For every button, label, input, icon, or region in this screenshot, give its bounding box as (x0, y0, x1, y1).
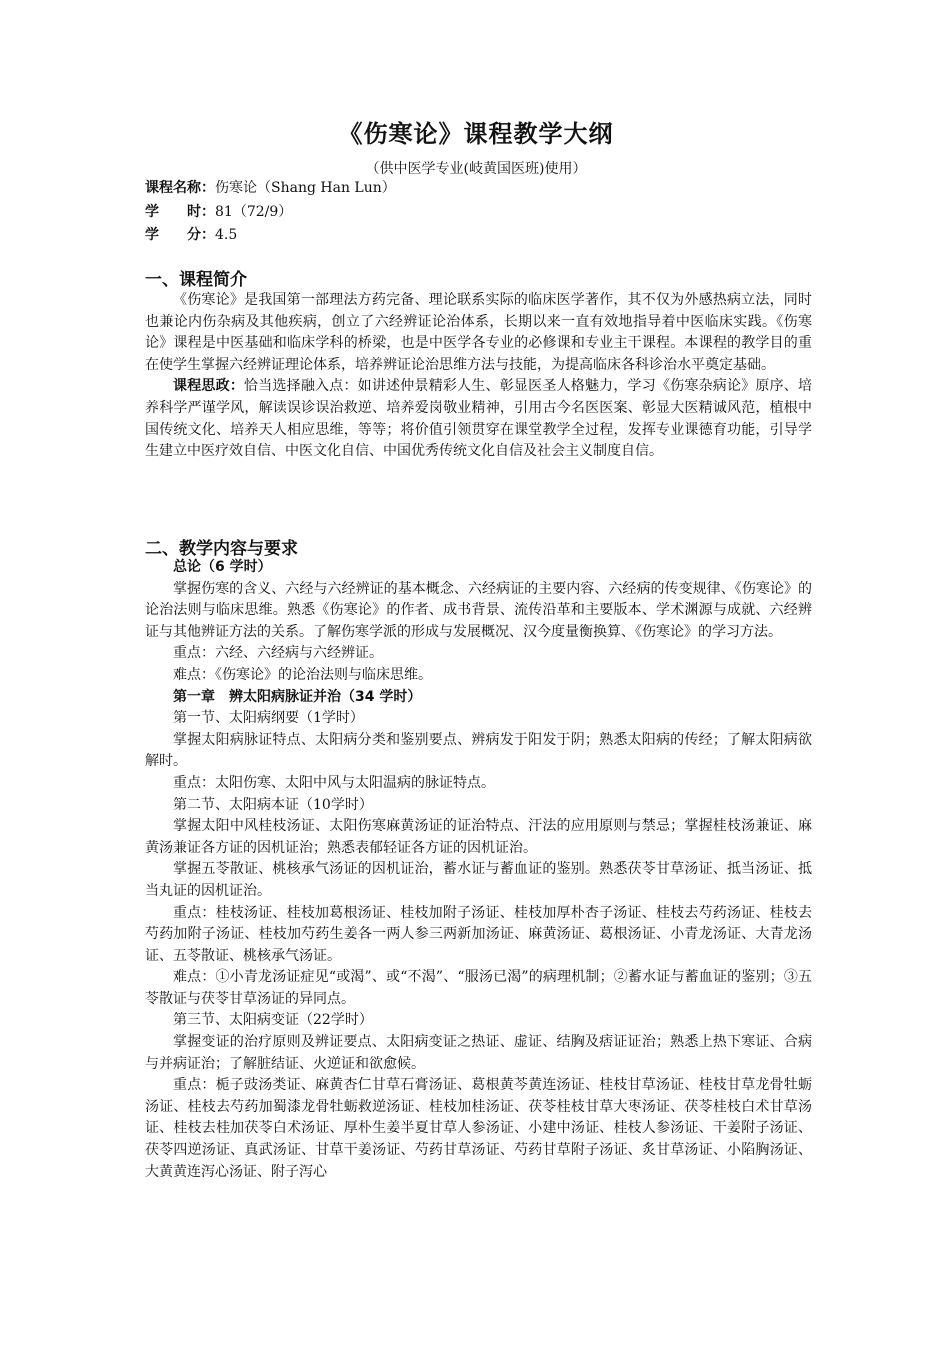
course-name-value: 伤寒论（Shang Han Lun） (215, 180, 396, 196)
section2-heading: 二、教学内容与要求 (145, 539, 298, 559)
section-3-key-points: 重点：栀子豉汤类证、麻黄杏仁甘草石膏汤证、葛根黄芩黄连汤证、桂枝甘草汤证、桂枝甘草龙骨牡蛎汤证、桂枝去芍药加蜀漆龙骨牡蛎救逆汤证、桂枝加桂汤证、茯苓桂枝甘草大枣汤证、茯苓桂枝白术甘草汤证、桂枝去桂加茯苓白术汤证、厚朴生姜半夏甘草人参汤证、小建中汤证、桂枝人参汤证、干姜附子汤证、茯苓四逆汤证、真武汤证、甘草干姜汤证、芍药甘草汤证、芍药甘草附子汤证、炙甘草汤证、小陷胸汤证、大黄黄连泻心汤证、附子泻心 (145, 1077, 812, 1180)
course-name-row (145, 178, 396, 198)
section-2-difficulties: 难点：①小青龙汤证症见“或渴”、或“不渴”、“服汤已渴”的病理机制；②蓄水证与蓄血证的鉴别；③五苓散证与茯苓甘草汤证的异同点。 (145, 969, 812, 1007)
section1-ideology-paragraph (145, 376, 812, 462)
section-2-key-points: 重点：桂枝汤证、桂枝加葛根汤证、桂枝加附子汤证、桂枝加厚朴杏子汤证、桂枝去芍药汤证、桂枝去芍药加附子汤证、桂枝加芍药生姜各一两人参三两新加汤证、麻黄汤证、葛根汤证、小青龙汤证、大青龙汤证、五苓散证、桃核承气汤证。 (145, 904, 812, 964)
ideology-label: 课程思政： (173, 378, 245, 395)
section-1-heading: 第一节、太阳病纲要（1学时） (173, 710, 364, 727)
ideology-text: 恰当选择融入点：如讲述仲景精彩人生、彰显医圣人格魅力，学习《伤寒杂病论》原序、培养科学严谨学风，解读误诊误治救逆、培养爱岗敬业精神，引用古今名医医案、彰显大医精诚风范，植根中国传统文化、培养天人相应思维，等等；将价值引领贯穿在课堂教学全过程，发挥专业课德育功能，引导学生建立中医疗效自信、中医文化自信、中国优秀传统文化自信及社会主义制度自信。 (145, 378, 813, 460)
course-hours-label: 学 时： (145, 204, 215, 220)
section-3-heading: 第三节、太阳病变证（22学时） (173, 1012, 373, 1029)
course-name-label: 课程名称： (145, 180, 215, 196)
document-title: 《伤寒论》课程教学大纲 (338, 120, 614, 148)
course-credits-row (145, 225, 237, 245)
section2-body (145, 557, 812, 1183)
section-2-heading: 第二节、太阳病本证（10学时） (173, 796, 373, 813)
section-1-paragraph: 掌握太阳病脉证特点、太阳病分类和鉴别要点、辨病发于阳发于阴；熟悉太阳病的传经；了解太阳病欲解时。 (145, 731, 812, 770)
intro-key-points: 重点：六经、六经病与六经辨证。 (173, 645, 383, 662)
course-credits-value: 4.5 (215, 227, 238, 243)
section1-body (145, 290, 812, 463)
course-credits-label: 学 分： (145, 227, 215, 243)
section-2-paragraph-2: 掌握五苓散证、桃核承气汤证的因机证治，蓄水证与蓄血证的鉴别。熟悉茯苓甘草汤证、抵当汤证、抵当丸证的因机证治。 (145, 861, 812, 899)
document-subtitle: （供中医学专业(岐黄国医班)使用） (365, 161, 587, 177)
intro-paragraph: 掌握伤寒的含义、六经与六经辨证的基本概念、六经病证的主要内容、六经病的传变规律、《伤寒论》的论治法则与临床思维。熟悉《伤寒论》的作者、成书背景、流传沿革和主要版本、学术渊源与成就、六经辨证与其他辨证方法的关系。了解伤寒学派的形成与发展概况、汉今度量衡换算、《伤寒论》的学习方法。 (145, 580, 812, 640)
intro-heading: 总论（6 学时） (173, 559, 272, 575)
section-3-paragraph: 掌握变证的治疗原则及辨证要点、太阳病变证之热证、虚证、结胸及痞证证治；熟悉上热下寒证、合病与并病证治；了解脏结证、火逆证和欲愈候。 (145, 1034, 812, 1072)
section1-heading: 一、课程简介 (145, 270, 247, 290)
course-hours-row (145, 202, 292, 222)
chapter1-heading: 第一章 辨太阳病脉证并治（34 学时） (173, 688, 422, 705)
section-2-paragraph-1: 掌握太阳中风桂枝汤证、太阳伤寒麻黄汤证的证治特点、汗法的应用原则与禁忌；掌握桂枝汤兼证、麻黄汤兼证各方证的因机证治；熟悉表郁轻证各方证的因机证治。 (145, 818, 812, 856)
section-1-key-points: 重点：太阳伤寒、太阳中风与太阳温病的脉证特点。 (173, 774, 495, 791)
section1-intro-paragraph: 《伤寒论》是我国第一部理法方药完备、理论联系实际的临床医学著作，其不仅为外感热病立法，同时也兼论内伤杂病及其他疾病，创立了六经辨证论治体系，长期以来一直有效地指导着中医临床实践。《伤寒论》课程是中医基础和临床学科的桥梁，也是中医学各专业的必修课和专业主干课程。本课程的教学目的重在使学生掌握六经辨证理论体系，培养辨证论治思维方法与技能，为提高临床各科诊治水平奠定基础。 (145, 292, 812, 373)
course-hours-value: 81（72/9） (215, 204, 293, 220)
intro-difficulties: 难点：《伤寒论》的论治法则与临床思维。 (173, 666, 432, 683)
